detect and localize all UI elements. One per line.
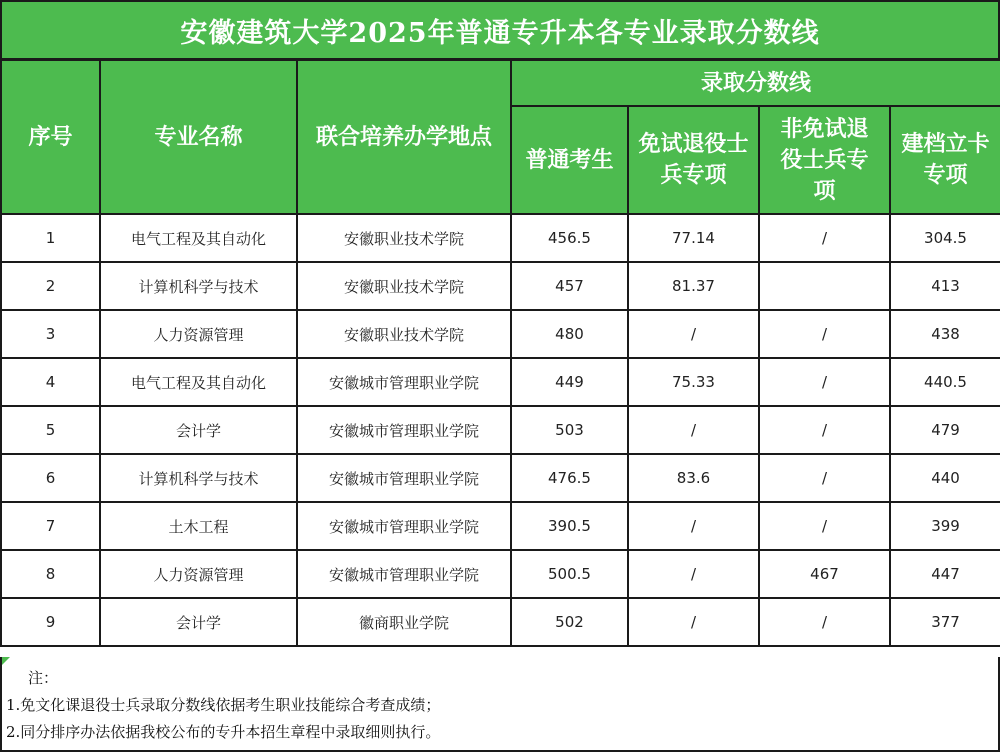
header-exempt-veteran xyxy=(628,106,759,214)
cell-exempt: 75.33 xyxy=(628,358,759,406)
cell-nonexempt xyxy=(759,262,890,310)
cell-major: 会计学 xyxy=(100,598,297,646)
cell-index: 8 xyxy=(1,550,100,598)
header-exempt-veteran-label: 免试退役士兵专项 xyxy=(638,132,749,188)
cell-regular: 502 xyxy=(511,598,628,646)
cell-location: 安徽职业技术学院 xyxy=(297,214,511,262)
cell-regular: 456.5 xyxy=(511,214,628,262)
cell-major: 电气工程及其自动化 xyxy=(100,358,297,406)
cell-regular: 390.5 xyxy=(511,502,628,550)
cell-regular: 476.5 xyxy=(511,454,628,502)
cell-major: 人力资源管理 xyxy=(100,310,297,358)
header-major: 专业名称 xyxy=(100,60,297,214)
table-row xyxy=(1,214,1000,262)
cell-location: 安徽城市管理职业学院 xyxy=(297,550,511,598)
cell-poverty: 438 xyxy=(890,310,1000,358)
cell-exempt: 81.37 xyxy=(628,262,759,310)
cell-poverty: 377 xyxy=(890,598,1000,646)
cell-location: 安徽城市管理职业学院 xyxy=(297,358,511,406)
cell-index: 9 xyxy=(1,598,100,646)
cell-regular: 500.5 xyxy=(511,550,628,598)
header-regular-label: 普通考生 xyxy=(525,147,614,173)
cell-index: 2 xyxy=(1,262,100,310)
cell-nonexempt: / xyxy=(759,358,890,406)
cell-index: 6 xyxy=(1,454,100,502)
cell-poverty: 440.5 xyxy=(890,358,1000,406)
cell-poverty: 440 xyxy=(890,454,1000,502)
table-row xyxy=(1,358,1000,406)
cell-poverty: 479 xyxy=(890,406,1000,454)
table-row xyxy=(1,550,1000,598)
table-row xyxy=(1,262,1000,310)
cell-exempt: 83.6 xyxy=(628,454,759,502)
header-score-group: 录取分数线 xyxy=(511,60,1000,106)
cell-location: 安徽城市管理职业学院 xyxy=(297,406,511,454)
cell-major: 计算机科学与技术 xyxy=(100,454,297,502)
header-poverty-label: 建档立卡专项 xyxy=(901,132,990,188)
cell-regular: 503 xyxy=(511,406,628,454)
cell-exempt: / xyxy=(628,406,759,454)
cell-major: 土木工程 xyxy=(100,502,297,550)
cell-exempt: 77.14 xyxy=(628,214,759,262)
cell-index: 5 xyxy=(1,406,100,454)
cell-poverty: 399 xyxy=(890,502,1000,550)
cell-index: 1 xyxy=(1,214,100,262)
cell-exempt: / xyxy=(628,550,759,598)
cell-regular: 457 xyxy=(511,262,628,310)
header-non-exempt-veteran-label: 非免试退役士兵专项 xyxy=(780,116,869,204)
table-row xyxy=(1,598,1000,646)
table-row xyxy=(1,406,1000,454)
header-regular xyxy=(511,106,628,214)
admission-score-table xyxy=(0,59,1000,647)
cell-nonexempt: / xyxy=(759,214,890,262)
cell-nonexempt: / xyxy=(759,310,890,358)
cell-major: 人力资源管理 xyxy=(100,550,297,598)
cell-poverty: 304.5 xyxy=(890,214,1000,262)
table-row xyxy=(1,502,1000,550)
cell-exempt: / xyxy=(628,598,759,646)
cell-regular: 480 xyxy=(511,310,628,358)
page-title: 安徽建筑大学2025年普通专升本各专业录取分数线 xyxy=(0,0,1000,60)
note-item-2: 2.同分排序办法依据我校公布的专升本招生章程中录取细则执行。 xyxy=(6,723,441,741)
cell-nonexempt: / xyxy=(759,598,890,646)
cell-index: 4 xyxy=(1,358,100,406)
cell-regular: 449 xyxy=(511,358,628,406)
cell-exempt: / xyxy=(628,310,759,358)
cell-exempt: / xyxy=(628,502,759,550)
cell-poverty: 447 xyxy=(890,550,1000,598)
cell-location: 安徽城市管理职业学院 xyxy=(297,454,511,502)
table-row xyxy=(1,310,1000,358)
corner-marker xyxy=(2,657,10,665)
cell-nonexempt: / xyxy=(759,406,890,454)
cell-major: 计算机科学与技术 xyxy=(100,262,297,310)
notes-section xyxy=(0,657,1000,752)
cell-poverty: 413 xyxy=(890,262,1000,310)
cell-location: 安徽城市管理职业学院 xyxy=(297,502,511,550)
header-non-exempt-veteran xyxy=(759,106,890,214)
cell-nonexempt: / xyxy=(759,454,890,502)
header-location: 联合培养办学地点 xyxy=(297,60,511,214)
notes-label: 注： xyxy=(28,669,59,687)
cell-index: 7 xyxy=(1,502,100,550)
table-row xyxy=(1,454,1000,502)
cell-location: 安徽职业技术学院 xyxy=(297,310,511,358)
cell-nonexempt: 467 xyxy=(759,550,890,598)
note-item-1: 1.免文化课退役士兵录取分数线依据考生职业技能综合考查成绩； xyxy=(6,696,441,714)
cell-nonexempt: / xyxy=(759,502,890,550)
cell-index: 3 xyxy=(1,310,100,358)
cell-major: 电气工程及其自动化 xyxy=(100,214,297,262)
cell-location: 安徽职业技术学院 xyxy=(297,262,511,310)
header-poverty xyxy=(890,106,1000,214)
header-index: 序号 xyxy=(1,60,100,214)
cell-major: 会计学 xyxy=(100,406,297,454)
cell-location: 徽商职业学院 xyxy=(297,598,511,646)
